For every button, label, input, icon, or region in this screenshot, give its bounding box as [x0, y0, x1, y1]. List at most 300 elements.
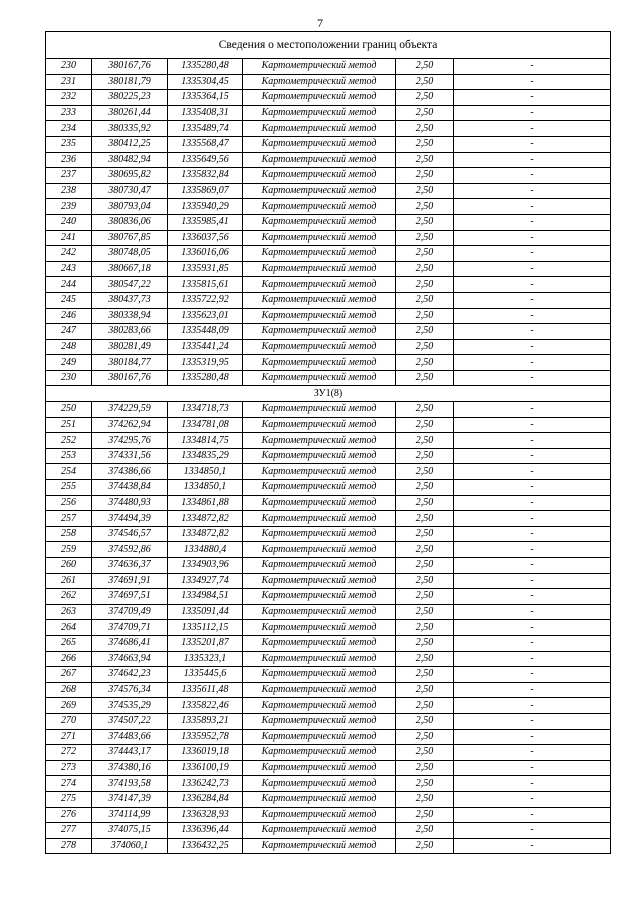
description-cell: - — [454, 729, 611, 745]
point-number-cell: 266 — [46, 651, 92, 667]
description-cell: - — [454, 246, 611, 262]
table-row — [46, 74, 611, 90]
y-coordinate-cell: 1336019,18 — [168, 745, 243, 761]
table-row — [46, 823, 611, 839]
table-row — [46, 370, 611, 386]
point-number-cell: 260 — [46, 558, 92, 574]
point-number-cell: 239 — [46, 199, 92, 215]
method-cell: Картометрический метод — [243, 136, 396, 152]
description-cell: - — [454, 152, 611, 168]
y-coordinate-cell: 1335815,61 — [168, 277, 243, 293]
y-coordinate-cell: 1334781,08 — [168, 417, 243, 433]
y-coordinate-cell: 1335722,92 — [168, 292, 243, 308]
x-coordinate-cell: 380547,22 — [92, 277, 168, 293]
accuracy-cell: 2,50 — [396, 370, 454, 386]
x-coordinate-cell: 374114,99 — [92, 807, 168, 823]
accuracy-cell: 2,50 — [396, 838, 454, 854]
method-cell: Картометрический метод — [243, 729, 396, 745]
method-cell: Картометрический метод — [243, 620, 396, 636]
y-coordinate-cell: 1334861,88 — [168, 495, 243, 511]
x-coordinate-cell: 374535,29 — [92, 698, 168, 714]
method-cell: Картометрический метод — [243, 261, 396, 277]
accuracy-cell: 2,50 — [396, 807, 454, 823]
accuracy-cell: 2,50 — [396, 74, 454, 90]
x-coordinate-cell: 374663,94 — [92, 651, 168, 667]
table-row — [46, 121, 611, 137]
method-cell: Картометрический метод — [243, 90, 396, 106]
accuracy-cell: 2,50 — [396, 635, 454, 651]
accuracy-cell: 2,50 — [396, 745, 454, 761]
method-cell: Картометрический метод — [243, 760, 396, 776]
y-coordinate-cell: 1335822,46 — [168, 698, 243, 714]
accuracy-cell: 2,50 — [396, 791, 454, 807]
x-coordinate-cell: 380167,76 — [92, 59, 168, 75]
x-coordinate-cell: 380730,47 — [92, 183, 168, 199]
description-cell: - — [454, 682, 611, 698]
x-coordinate-cell: 374331,56 — [92, 448, 168, 464]
y-coordinate-cell: 1335623,01 — [168, 308, 243, 324]
point-number-cell: 230 — [46, 370, 92, 386]
description-cell: - — [454, 589, 611, 605]
accuracy-cell: 2,50 — [396, 589, 454, 605]
method-cell: Картометрический метод — [243, 355, 396, 371]
table-row — [46, 152, 611, 168]
accuracy-cell: 2,50 — [396, 59, 454, 75]
point-number-cell: 252 — [46, 433, 92, 449]
table-row — [46, 620, 611, 636]
x-coordinate-cell: 380181,79 — [92, 74, 168, 90]
y-coordinate-cell: 1336396,44 — [168, 823, 243, 839]
method-cell: Картометрический метод — [243, 511, 396, 527]
point-number-cell: 273 — [46, 760, 92, 776]
table-row — [46, 308, 611, 324]
table-row — [46, 448, 611, 464]
accuracy-cell: 2,50 — [396, 402, 454, 418]
y-coordinate-cell: 1335319,95 — [168, 355, 243, 371]
method-cell: Картометрический метод — [243, 230, 396, 246]
accuracy-cell: 2,50 — [396, 230, 454, 246]
method-cell: Картометрический метод — [243, 324, 396, 340]
point-number-cell: 259 — [46, 542, 92, 558]
method-cell: Картометрический метод — [243, 604, 396, 620]
description-cell: - — [454, 136, 611, 152]
accuracy-cell: 2,50 — [396, 776, 454, 792]
y-coordinate-cell: 1335364,15 — [168, 90, 243, 106]
x-coordinate-cell: 380437,73 — [92, 292, 168, 308]
description-cell: - — [454, 339, 611, 355]
accuracy-cell: 2,50 — [396, 729, 454, 745]
accuracy-cell: 2,50 — [396, 464, 454, 480]
description-cell: - — [454, 90, 611, 106]
x-coordinate-cell: 374380,16 — [92, 760, 168, 776]
table-row — [46, 729, 611, 745]
point-number-cell: 246 — [46, 308, 92, 324]
point-number-cell: 269 — [46, 698, 92, 714]
method-cell: Картометрический метод — [243, 542, 396, 558]
accuracy-cell: 2,50 — [396, 308, 454, 324]
table-row — [46, 760, 611, 776]
y-coordinate-cell: 1335489,74 — [168, 121, 243, 137]
point-number-cell: 253 — [46, 448, 92, 464]
accuracy-cell: 2,50 — [396, 417, 454, 433]
description-cell: - — [454, 448, 611, 464]
point-number-cell: 247 — [46, 324, 92, 340]
table-row — [46, 573, 611, 589]
description-cell: - — [454, 59, 611, 75]
table-row — [46, 292, 611, 308]
x-coordinate-cell: 380695,82 — [92, 168, 168, 184]
y-coordinate-cell: 1335408,31 — [168, 105, 243, 121]
table-row — [46, 433, 611, 449]
y-coordinate-cell: 1335893,21 — [168, 713, 243, 729]
method-cell: Картометрический метод — [243, 152, 396, 168]
description-cell: - — [454, 838, 611, 854]
description-cell: - — [454, 698, 611, 714]
point-number-cell: 240 — [46, 214, 92, 230]
method-cell: Картометрический метод — [243, 698, 396, 714]
method-cell: Картометрический метод — [243, 214, 396, 230]
description-cell: - — [454, 776, 611, 792]
table-row — [46, 807, 611, 823]
y-coordinate-cell: 1334850,1 — [168, 480, 243, 496]
point-number-cell: 250 — [46, 402, 92, 418]
point-number-cell: 238 — [46, 183, 92, 199]
x-coordinate-cell: 374060,1 — [92, 838, 168, 854]
description-cell: - — [454, 495, 611, 511]
table-row — [46, 355, 611, 371]
x-coordinate-cell: 374576,34 — [92, 682, 168, 698]
accuracy-cell: 2,50 — [396, 495, 454, 511]
x-coordinate-cell: 380281,49 — [92, 339, 168, 355]
x-coordinate-cell: 374193,58 — [92, 776, 168, 792]
y-coordinate-cell: 1334872,82 — [168, 526, 243, 542]
point-number-cell: 241 — [46, 230, 92, 246]
y-coordinate-cell: 1335323,1 — [168, 651, 243, 667]
accuracy-cell: 2,50 — [396, 339, 454, 355]
y-coordinate-cell: 1335931,85 — [168, 261, 243, 277]
x-coordinate-cell: 374636,37 — [92, 558, 168, 574]
point-number-cell: 255 — [46, 480, 92, 496]
section-row — [46, 386, 611, 402]
description-cell: - — [454, 760, 611, 776]
y-coordinate-cell: 1335201,87 — [168, 635, 243, 651]
table-row — [46, 136, 611, 152]
description-cell: - — [454, 604, 611, 620]
y-coordinate-cell: 1335448,09 — [168, 324, 243, 340]
x-coordinate-cell: 380283,66 — [92, 324, 168, 340]
y-coordinate-cell: 1335304,45 — [168, 74, 243, 90]
description-cell: - — [454, 713, 611, 729]
description-cell: - — [454, 480, 611, 496]
x-coordinate-cell: 374483,66 — [92, 729, 168, 745]
description-cell: - — [454, 214, 611, 230]
table-row — [46, 682, 611, 698]
description-cell: - — [454, 791, 611, 807]
description-cell: - — [454, 823, 611, 839]
point-number-cell: 261 — [46, 573, 92, 589]
table-row — [46, 635, 611, 651]
table-row — [46, 495, 611, 511]
description-cell: - — [454, 573, 611, 589]
table-row — [46, 105, 611, 121]
y-coordinate-cell: 1334850,1 — [168, 464, 243, 480]
y-coordinate-cell: 1334872,82 — [168, 511, 243, 527]
y-coordinate-cell: 1334718,73 — [168, 402, 243, 418]
accuracy-cell: 2,50 — [396, 199, 454, 215]
description-cell: - — [454, 417, 611, 433]
x-coordinate-cell: 374697,51 — [92, 589, 168, 605]
accuracy-cell: 2,50 — [396, 604, 454, 620]
table-row — [46, 417, 611, 433]
x-coordinate-cell: 380482,94 — [92, 152, 168, 168]
x-coordinate-cell: 374262,94 — [92, 417, 168, 433]
accuracy-cell: 2,50 — [396, 152, 454, 168]
method-cell: Картометрический метод — [243, 651, 396, 667]
x-coordinate-cell: 374295,76 — [92, 433, 168, 449]
point-number-cell: 242 — [46, 246, 92, 262]
point-number-cell: 244 — [46, 277, 92, 293]
method-cell: Картометрический метод — [243, 59, 396, 75]
accuracy-cell: 2,50 — [396, 480, 454, 496]
y-coordinate-cell: 1334984,51 — [168, 589, 243, 605]
table-row — [46, 776, 611, 792]
description-cell: - — [454, 261, 611, 277]
description-cell: - — [454, 464, 611, 480]
x-coordinate-cell: 374709,49 — [92, 604, 168, 620]
method-cell: Картометрический метод — [243, 183, 396, 199]
method-cell: Картометрический метод — [243, 480, 396, 496]
description-cell: - — [454, 230, 611, 246]
y-coordinate-cell: 1335280,48 — [168, 370, 243, 386]
accuracy-cell: 2,50 — [396, 261, 454, 277]
method-cell: Картометрический метод — [243, 807, 396, 823]
point-number-cell: 268 — [46, 682, 92, 698]
description-cell: - — [454, 511, 611, 527]
description-cell: - — [454, 277, 611, 293]
point-number-cell: 248 — [46, 339, 92, 355]
accuracy-cell: 2,50 — [396, 682, 454, 698]
y-coordinate-cell: 1335280,48 — [168, 59, 243, 75]
y-coordinate-cell: 1336432,25 — [168, 838, 243, 854]
method-cell: Картометрический метод — [243, 105, 396, 121]
table-row — [46, 90, 611, 106]
accuracy-cell: 2,50 — [396, 713, 454, 729]
y-coordinate-cell: 1334927,74 — [168, 573, 243, 589]
method-cell: Картометрический метод — [243, 370, 396, 386]
y-coordinate-cell: 1334903,96 — [168, 558, 243, 574]
method-cell: Картометрический метод — [243, 838, 396, 854]
y-coordinate-cell: 1335869,07 — [168, 183, 243, 199]
table-row — [46, 261, 611, 277]
y-coordinate-cell: 1335445,6 — [168, 667, 243, 683]
method-cell: Картометрический метод — [243, 667, 396, 683]
method-cell: Картометрический метод — [243, 308, 396, 324]
description-cell: - — [454, 433, 611, 449]
table-row — [46, 199, 611, 215]
accuracy-cell: 2,50 — [396, 433, 454, 449]
y-coordinate-cell: 1335952,78 — [168, 729, 243, 745]
y-coordinate-cell: 1334835,29 — [168, 448, 243, 464]
x-coordinate-cell: 380335,92 — [92, 121, 168, 137]
description-cell: - — [454, 402, 611, 418]
description-cell: - — [454, 292, 611, 308]
x-coordinate-cell: 374709,71 — [92, 620, 168, 636]
description-cell: - — [454, 620, 611, 636]
description-cell: - — [454, 667, 611, 683]
table-row — [46, 59, 611, 75]
method-cell: Картометрический метод — [243, 339, 396, 355]
point-number-cell: 262 — [46, 589, 92, 605]
x-coordinate-cell: 380184,77 — [92, 355, 168, 371]
point-number-cell: 276 — [46, 807, 92, 823]
point-number-cell: 243 — [46, 261, 92, 277]
boundary-table — [45, 31, 611, 854]
table-row — [46, 698, 611, 714]
table-title-row — [46, 32, 611, 59]
point-number-cell: 232 — [46, 90, 92, 106]
accuracy-cell: 2,50 — [396, 651, 454, 667]
method-cell: Картометрический метод — [243, 526, 396, 542]
method-cell: Картометрический метод — [243, 433, 396, 449]
accuracy-cell: 2,50 — [396, 168, 454, 184]
x-coordinate-cell: 374480,93 — [92, 495, 168, 511]
method-cell: Картометрический метод — [243, 776, 396, 792]
section-label: ЗУ1(8) — [46, 386, 611, 402]
description-cell: - — [454, 370, 611, 386]
point-number-cell: 270 — [46, 713, 92, 729]
table-row — [46, 745, 611, 761]
table-row — [46, 713, 611, 729]
table-row — [46, 168, 611, 184]
y-coordinate-cell: 1335985,41 — [168, 214, 243, 230]
y-coordinate-cell: 1336100,19 — [168, 760, 243, 776]
accuracy-cell: 2,50 — [396, 542, 454, 558]
table-row — [46, 667, 611, 683]
x-coordinate-cell: 374443,17 — [92, 745, 168, 761]
point-number-cell: 257 — [46, 511, 92, 527]
method-cell: Картометрический метод — [243, 292, 396, 308]
accuracy-cell: 2,50 — [396, 292, 454, 308]
y-coordinate-cell: 1336328,93 — [168, 807, 243, 823]
accuracy-cell: 2,50 — [396, 760, 454, 776]
x-coordinate-cell: 380836,06 — [92, 214, 168, 230]
y-coordinate-cell: 1336037,56 — [168, 230, 243, 246]
accuracy-cell: 2,50 — [396, 573, 454, 589]
accuracy-cell: 2,50 — [396, 698, 454, 714]
accuracy-cell: 2,50 — [396, 526, 454, 542]
x-coordinate-cell: 374546,57 — [92, 526, 168, 542]
x-coordinate-cell: 374075,15 — [92, 823, 168, 839]
table-row — [46, 464, 611, 480]
accuracy-cell: 2,50 — [396, 511, 454, 527]
description-cell: - — [454, 558, 611, 574]
description-cell: - — [454, 526, 611, 542]
table-row — [46, 230, 611, 246]
description-cell: - — [454, 105, 611, 121]
table-row — [46, 246, 611, 262]
method-cell: Картометрический метод — [243, 74, 396, 90]
description-cell: - — [454, 199, 611, 215]
method-cell: Картометрический метод — [243, 682, 396, 698]
point-number-cell: 256 — [46, 495, 92, 511]
method-cell: Картометрический метод — [243, 121, 396, 137]
table-row — [46, 526, 611, 542]
method-cell: Картометрический метод — [243, 495, 396, 511]
accuracy-cell: 2,50 — [396, 324, 454, 340]
y-coordinate-cell: 1335649,56 — [168, 152, 243, 168]
y-coordinate-cell: 1335568,47 — [168, 136, 243, 152]
accuracy-cell: 2,50 — [396, 246, 454, 262]
x-coordinate-cell: 380412,25 — [92, 136, 168, 152]
method-cell: Картометрический метод — [243, 168, 396, 184]
accuracy-cell: 2,50 — [396, 558, 454, 574]
x-coordinate-cell: 374686,41 — [92, 635, 168, 651]
table-row — [46, 214, 611, 230]
description-cell: - — [454, 308, 611, 324]
method-cell: Картометрический метод — [243, 448, 396, 464]
x-coordinate-cell: 380767,85 — [92, 230, 168, 246]
description-cell: - — [454, 121, 611, 137]
method-cell: Картометрический метод — [243, 402, 396, 418]
point-number-cell: 231 — [46, 74, 92, 90]
accuracy-cell: 2,50 — [396, 823, 454, 839]
x-coordinate-cell: 374691,91 — [92, 573, 168, 589]
point-number-cell: 275 — [46, 791, 92, 807]
point-number-cell: 274 — [46, 776, 92, 792]
table-row — [46, 542, 611, 558]
point-number-cell: 264 — [46, 620, 92, 636]
point-number-cell: 254 — [46, 464, 92, 480]
method-cell: Картометрический метод — [243, 464, 396, 480]
y-coordinate-cell: 1336016,06 — [168, 246, 243, 262]
method-cell: Картометрический метод — [243, 635, 396, 651]
table-row — [46, 339, 611, 355]
x-coordinate-cell: 380793,04 — [92, 199, 168, 215]
y-coordinate-cell: 1335611,48 — [168, 682, 243, 698]
point-number-cell: 234 — [46, 121, 92, 137]
accuracy-cell: 2,50 — [396, 448, 454, 464]
table-row — [46, 604, 611, 620]
method-cell: Картометрический метод — [243, 246, 396, 262]
x-coordinate-cell: 374438,84 — [92, 480, 168, 496]
table-row — [46, 402, 611, 418]
y-coordinate-cell: 1335940,29 — [168, 199, 243, 215]
table-row — [46, 838, 611, 854]
accuracy-cell: 2,50 — [396, 121, 454, 137]
accuracy-cell: 2,50 — [396, 136, 454, 152]
x-coordinate-cell: 374229,59 — [92, 402, 168, 418]
description-cell: - — [454, 74, 611, 90]
y-coordinate-cell: 1335832,84 — [168, 168, 243, 184]
description-cell: - — [454, 355, 611, 371]
method-cell: Картометрический метод — [243, 199, 396, 215]
x-coordinate-cell: 374592,86 — [92, 542, 168, 558]
accuracy-cell: 2,50 — [396, 667, 454, 683]
point-number-cell: 245 — [46, 292, 92, 308]
method-cell: Картометрический метод — [243, 791, 396, 807]
x-coordinate-cell: 380261,44 — [92, 105, 168, 121]
table-row — [46, 791, 611, 807]
description-cell: - — [454, 324, 611, 340]
point-number-cell: 249 — [46, 355, 92, 371]
y-coordinate-cell: 1336242,73 — [168, 776, 243, 792]
y-coordinate-cell: 1335112,15 — [168, 620, 243, 636]
point-number-cell: 278 — [46, 838, 92, 854]
method-cell: Картометрический метод — [243, 713, 396, 729]
point-number-cell: 237 — [46, 168, 92, 184]
accuracy-cell: 2,50 — [396, 277, 454, 293]
x-coordinate-cell: 380225,23 — [92, 90, 168, 106]
